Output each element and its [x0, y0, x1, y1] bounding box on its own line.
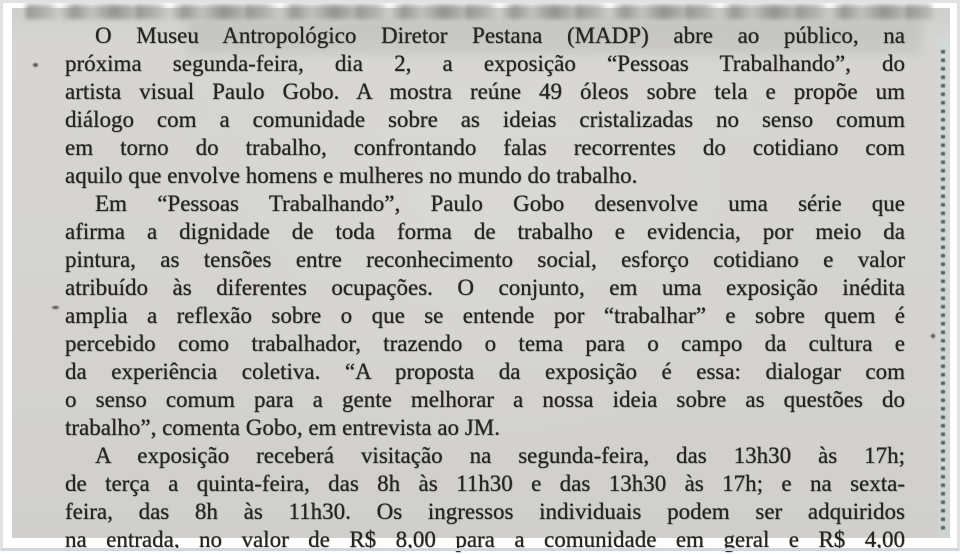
- text-line: O Museu Antropológico Diretor Pestana (MADP) abre ao público, na: [95, 23, 905, 48]
- text-line: o senso comum para a gente melhorar a nossa ideia sobre as questões do: [65, 387, 905, 412]
- text-line-cut-off: na entrada, no valor de R$ 8,00 para a comunidade em geral e R$ 4,00: [65, 527, 905, 552]
- text-line: em torno do trabalho, confrontando falas recorrentes do cotidiano com: [65, 135, 905, 160]
- text-line: trabalho”, comenta Gobo, em entrevista ao JM.: [65, 415, 500, 440]
- text-line: artista visual Paulo Gobo. A mostra reúne 49 óleos sobre tela e propõe um: [65, 79, 905, 104]
- column-separator-dotted-rule: [941, 50, 945, 534]
- text-line: amplia a reflexão sobre o que se entende por “trabalhar” e sobre quem é: [65, 303, 905, 328]
- text-line: percebido como trabalhador, trazendo o tema para o campo da cultura e: [65, 331, 905, 356]
- text-line: aquilo que envolve homens e mulheres no mundo do trabalho.: [65, 163, 638, 188]
- paper-speck: [931, 334, 935, 338]
- paragraph-1: [65, 22, 905, 190]
- text-line: afirma a dignidade de toda forma de trabalho e evidencia, por meio da: [65, 219, 905, 244]
- article-text-column: [65, 22, 905, 554]
- text-line: atribuído às diferentes ocupações. O conjunto, em uma exposição inédita: [65, 275, 905, 300]
- text-line: diálogo com a comunidade sobre as ideias cristalizadas no senso comum: [65, 107, 905, 132]
- text-line: próxima segunda-feira, dia 2, a exposição “Pessoas Trabalhando”, do: [65, 51, 905, 76]
- text-line: da experiência coletiva. “A proposta da exposição é essa: dialogar com: [65, 359, 905, 384]
- newspaper-clipping: [12, 8, 950, 552]
- text-line: feira, das 8h às 11h30. Os ingressos individuais podem ser adquiridos: [65, 499, 905, 524]
- text-line: A exposição receberá visitação na segunda-feira, das 13h30 às 17h;: [95, 443, 905, 468]
- paragraph-3: [65, 442, 905, 554]
- text-line: de terça a quinta-feira, das 8h às 11h30 e das 13h30 às 17h; e na sexta-: [65, 471, 905, 496]
- paper-speck: [52, 306, 59, 309]
- paragraph-2: [65, 190, 905, 442]
- paper-speck: [33, 63, 38, 67]
- text-line: Em “Pessoas Trabalhando”, Paulo Gobo desenvolve uma série que: [95, 191, 905, 216]
- cropped-print-artifact: [26, 4, 932, 19]
- text-line: pintura, as tensões entre reconhecimento social, esforço cotidiano e valor: [65, 247, 905, 272]
